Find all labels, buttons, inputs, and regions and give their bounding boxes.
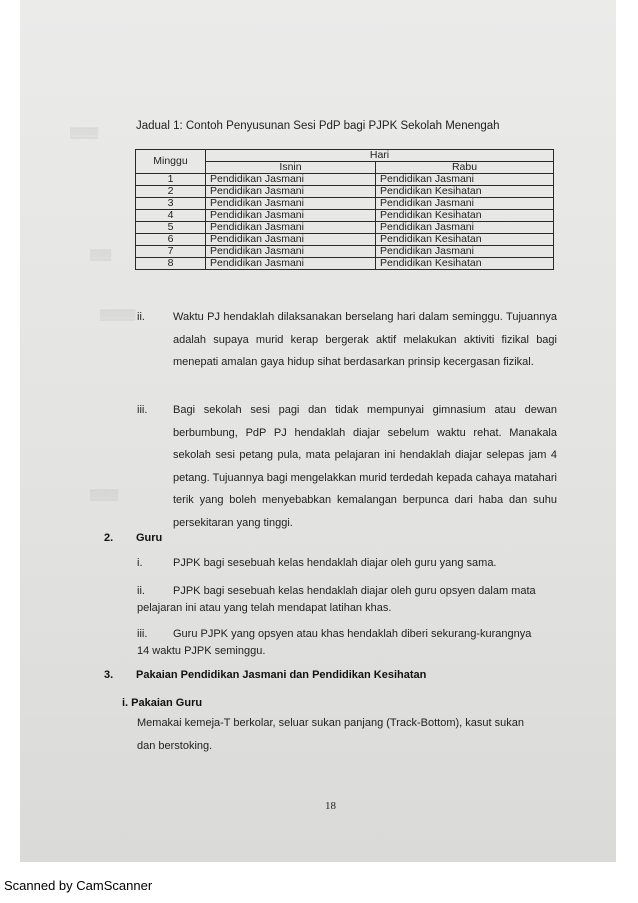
list-marker: ii. (137, 311, 145, 323)
list-item-ii (137, 306, 557, 398)
cell-minggu: 5 (136, 222, 206, 234)
list-marker: iii. (137, 404, 148, 416)
cell-minggu: 7 (136, 246, 206, 258)
table-row (136, 222, 554, 234)
cell-rabu: Pendidikan Jasmani (376, 246, 554, 258)
header-hari: Hari (206, 150, 554, 162)
cell-minggu: 8 (136, 258, 206, 270)
cell-rabu: Pendidikan Kesihatan (376, 234, 554, 246)
cell-rabu: Pendidikan Jasmani (376, 198, 554, 210)
table-row (136, 210, 554, 222)
cell-minggu: 1 (136, 174, 206, 186)
cell-isnin: Pendidikan Jasmani (206, 222, 376, 234)
cell-minggu: 2 (136, 186, 206, 198)
table-header-row (136, 150, 554, 162)
cell-minggu: 3 (136, 198, 206, 210)
cell-rabu: Pendidikan Kesihatan (376, 258, 554, 270)
list-item-iii (137, 399, 557, 529)
scanner-watermark: Scanned by CamScanner (4, 878, 153, 893)
table-caption: Jadual 1: Contoh Penyusunan Sesi PdP bagi PJPK Sekolah Menengah (136, 120, 500, 132)
table-row (136, 246, 554, 258)
guru-item-marker: iii. (137, 628, 148, 640)
schedule-table (135, 149, 554, 270)
cell-rabu: Pendidikan Jasmani (376, 174, 554, 186)
list-text: Waktu PJ hendaklah dilaksanakan berselang hari dalam seminggu. Tujuannya adalah supaya murid kerap bergerak aktif melakukan aktiviti fizikal bagi menepati amalan gaya hidup sihat berdasarkan prinsip kecergasan fizikal. (173, 311, 557, 368)
cell-isnin: Pendidikan Jasmani (206, 186, 376, 198)
table-row (136, 198, 554, 210)
cell-minggu: 6 (136, 234, 206, 246)
table-row (136, 258, 554, 270)
table-row (136, 174, 554, 186)
cell-isnin: Pendidikan Jasmani (206, 246, 376, 258)
section-number: 2. (104, 532, 114, 544)
bleed-through-mark: ▒▒▒ (90, 250, 112, 261)
cell-rabu: Pendidikan Jasmani (376, 222, 554, 234)
list-text: Bagi sekolah sesi pagi dan tidak mempunyai gimnasium atau dewan berbumbung, PdP PJ hendaklah diajar sebelum waktu rehat. Manakala sekolah sesi petang pula, mata pelajaran ini hendaklah diajar selepas jam 4 petang. Tujuannya bagi mengelakkan murid terdedah kepada cahaya matahari terik yang boleh menyebabkan kemalangan berpunca dari haba dan suhu persekitaran yang tinggi. (173, 404, 557, 529)
section-title-guru: Guru (136, 532, 163, 544)
guru-item-marker: ii. (137, 585, 145, 597)
header-minggu: Minggu (136, 150, 206, 174)
pakaian-text: dan berstoking. (137, 740, 213, 752)
guru-item-text: PJPK bagi sesebuah kelas hendaklah diajar oleh guru yang sama. (173, 557, 497, 569)
guru-item-text: PJPK bagi sesebuah kelas hendaklah diajar oleh guru opsyen dalam mata (173, 585, 536, 597)
cell-isnin: Pendidikan Jasmani (206, 258, 376, 270)
page-number: 18 (325, 800, 336, 812)
cell-rabu: Pendidikan Kesihatan (376, 210, 554, 222)
section-title-pakaian: Pakaian Pendidikan Jasmani dan Pendidikan Kesihatan (136, 669, 427, 681)
subsection-title: i. Pakaian Guru (122, 697, 203, 709)
header-rabu: Rabu (376, 162, 554, 174)
cell-rabu: Pendidikan Kesihatan (376, 186, 554, 198)
table-row (136, 234, 554, 246)
guru-item-text: 14 waktu PJPK seminggu. (137, 645, 266, 657)
guru-item-text: pelajaran ini atau yang telah mendapat latihan khas. (137, 602, 392, 614)
bleed-through-mark: ▒▒▒▒▒ (100, 310, 136, 321)
cell-isnin: Pendidikan Jasmani (206, 174, 376, 186)
cell-isnin: Pendidikan Jasmani (206, 198, 376, 210)
header-isnin: Isnin (206, 162, 376, 174)
pakaian-text: Memakai kemeja-T berkolar, seluar sukan panjang (Track-Bottom), kasut sukan (137, 717, 524, 729)
cell-minggu: 4 (136, 210, 206, 222)
cell-isnin: Pendidikan Jasmani (206, 234, 376, 246)
table-row (136, 186, 554, 198)
bleed-through-mark: ▒▒▒▒ (70, 128, 99, 139)
guru-item-marker: i. (137, 557, 143, 569)
cell-isnin: Pendidikan Jasmani (206, 210, 376, 222)
section-number: 3. (104, 669, 114, 681)
bleed-through-mark: ▒▒▒▒ (90, 490, 119, 501)
guru-item-text: Guru PJPK yang opsyen atau khas hendaklah diberi sekurang-kurangnya (173, 628, 532, 640)
